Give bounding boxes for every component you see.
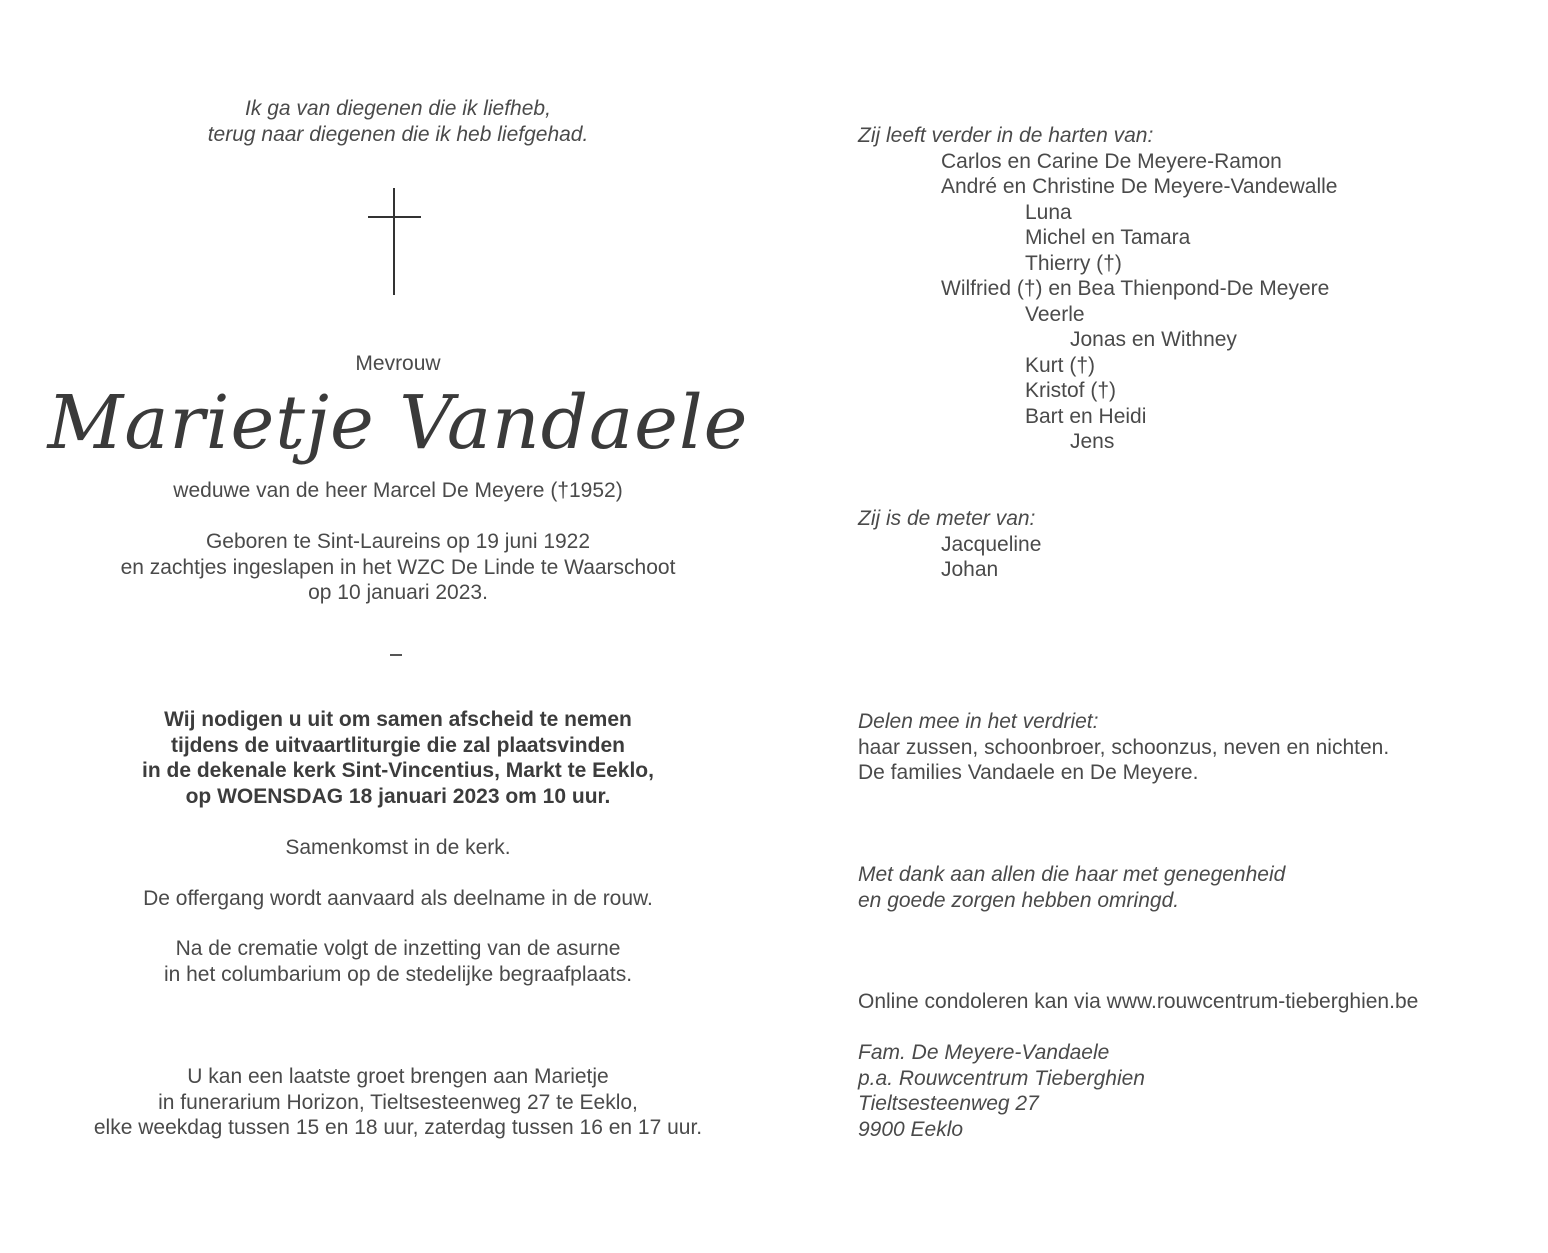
family-heading: Zij leeft verder in de harten van: [858, 124, 1154, 147]
family-member: Kristof (†) [1025, 379, 1117, 402]
godmother-block [858, 506, 1041, 583]
died-line: op 10 januari 2023. [308, 581, 488, 604]
cremation-line: Na de crematie volgt de inzetting van de asurne [175, 937, 621, 960]
family-member: Jens [1070, 430, 1115, 453]
sharing-line: De families Vandaele en De Meyere. [858, 761, 1199, 784]
thanks-line: Met dank aan allen die haar met genegenheid [858, 863, 1286, 886]
family-member: Jonas en Withney [1070, 328, 1237, 351]
address-line: Tieltsesteenweg 27 [858, 1092, 1039, 1115]
invitation-line: in de dekenale kerk Sint-Vincentius, Markt te Eeklo, [142, 759, 654, 782]
family-member: Luna [1025, 200, 1072, 224]
visitation-line: U kan een laatste groet brengen aan Marietje [187, 1065, 609, 1088]
divider [390, 654, 402, 656]
family-block [858, 123, 1337, 455]
motto [0, 96, 796, 147]
cremation-line: in het columbarium op de stedelijke begraafplaats. [163, 962, 633, 986]
invitation-line: Wij nodigen u uit om samen afscheid te nemen [164, 708, 632, 731]
offering-line: De offergang wordt aanvaard als deelname in de rouw. [143, 887, 653, 910]
visitation-block [0, 1064, 796, 1141]
family-member: Veerle [1025, 302, 1085, 326]
thanks-line: en goede zorgen hebben omringd. [858, 888, 1180, 912]
gathering-line: Samenkomst in de kerk. [285, 836, 511, 859]
invitation-line: op WOENSDAG 18 januari 2023 om 10 uur. [185, 784, 611, 808]
born-line: Geboren te Sint-Laureins op 19 juni 1922 [205, 530, 591, 553]
family-member: Wilfried (†) en Bea Thienpond-De Meyere [941, 277, 1330, 300]
sharing-block [858, 709, 1389, 786]
godchild: Johan [941, 558, 999, 581]
family-member: Thierry (†) [1025, 251, 1122, 275]
visitation-line: in funerarium Horizon, Tieltsesteenweg 27 te Eeklo, [158, 1090, 638, 1114]
invitation-line: tijdens de uitvaartliturgie die zal plaatsvinden [171, 733, 625, 757]
godmother-heading: Zij is de meter van: [858, 507, 1036, 530]
family-member: Kurt (†) [1025, 353, 1096, 377]
online-condolence: Online condoleren kan via www.rouwcentrum-tieberghien.be [858, 990, 1419, 1013]
address-line: p.a. Rouwcentrum Tieberghien [858, 1066, 1145, 1090]
family-member: Carlos en Carine De Meyere-Ramon [941, 149, 1282, 173]
invitation-block [0, 707, 796, 809]
birth-death-block [0, 529, 796, 606]
died-line: en zachtjes ingeslapen in het WZC De Linde te Waarschoot [120, 555, 676, 579]
deceased-title: Mevrouw [355, 352, 441, 375]
address-line: 9900 Eeklo [858, 1117, 964, 1141]
family-member: André en Christine De Meyere-Vandewalle [941, 175, 1338, 198]
cross-icon [368, 188, 422, 296]
motto-line: terug naar diegenen die ik heb liefgehad. [207, 122, 589, 146]
address-block [858, 1040, 1145, 1142]
address-line: Fam. De Meyere-Vandaele [858, 1041, 1110, 1064]
deceased-name: Marietje Vandaele [47, 380, 749, 466]
spouse-line: weduwe van de heer Marcel De Meyere (†1952) [173, 479, 623, 502]
sharing-line: haar zussen, schoonbroer, schoonzus, neven en nichten. [858, 735, 1390, 759]
family-member: Bart en Heidi [1025, 404, 1147, 428]
family-member: Michel en Tamara [1025, 226, 1191, 249]
sharing-heading: Delen mee in het verdriet: [858, 710, 1099, 733]
motto-line: Ik ga van diegenen die ik liefheb, [245, 97, 551, 120]
visitation-line: elke weekdag tussen 15 en 18 uur, zaterdag tussen 16 en 17 uur. [93, 1116, 703, 1139]
thanks-block [858, 862, 1285, 913]
cremation-block [0, 936, 796, 987]
godchild: Jacqueline [941, 532, 1042, 556]
